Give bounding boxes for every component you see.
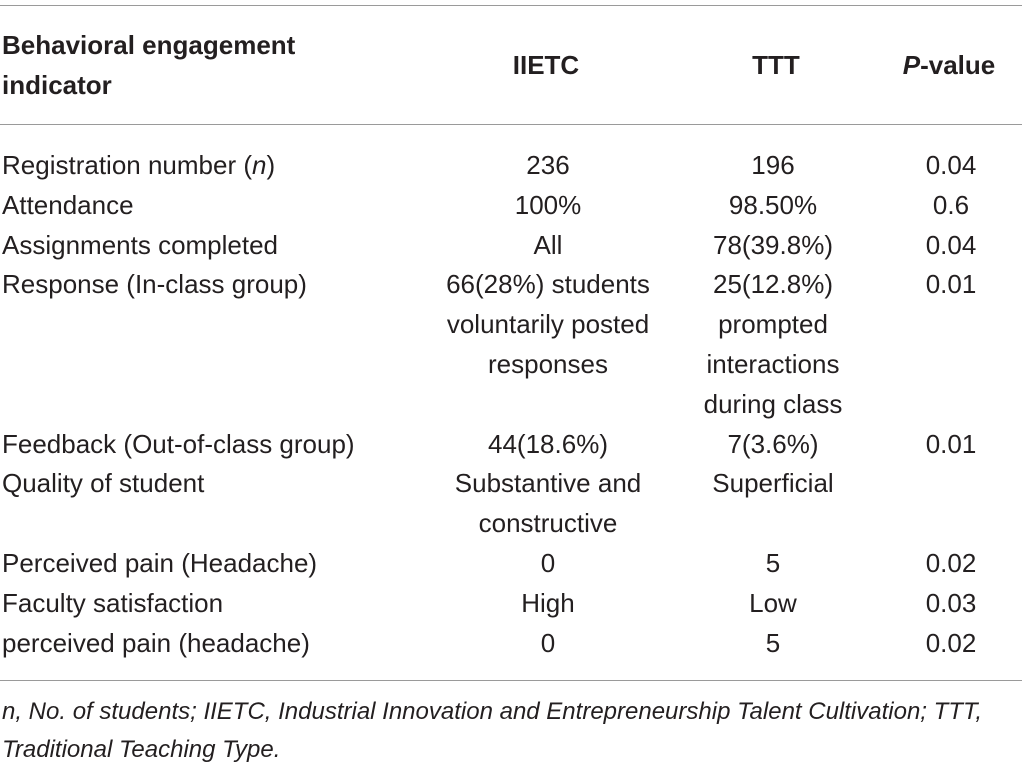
cell-p-value: 0.04	[925, 229, 977, 260]
cell-iietc: 0	[540, 627, 556, 658]
cell-p-value: 0.02	[925, 627, 977, 658]
header-indicator: Behavioral engagement indicator	[2, 30, 296, 100]
row-label-italic: n	[252, 150, 267, 180]
cell-iietc: 100%	[514, 189, 582, 220]
cell-ttt: 78(39.8%)	[713, 229, 833, 260]
row-label: Faculty satisfaction	[2, 587, 224, 618]
row-label	[0, 146, 428, 186]
row-label-text: Registration number (	[2, 150, 252, 180]
table-row	[0, 464, 1022, 544]
row-label: Feedback (Out-of-class group)	[2, 428, 355, 459]
cell-ttt: Low	[749, 587, 797, 618]
cell-iietc: 0	[540, 547, 556, 578]
cell-ttt: 7(3.6%)	[727, 428, 819, 459]
table-row	[0, 544, 1022, 584]
cell-iietc: High	[521, 587, 575, 618]
cell-iietc: 66(28%) students voluntarily posted responses	[446, 269, 650, 379]
table-row	[0, 226, 1022, 266]
cell-ttt: 5	[765, 627, 781, 658]
cell-iietc: Substantive and constructive	[454, 468, 642, 539]
cell-p-value: 0.03	[925, 587, 977, 618]
engagement-table	[0, 146, 1022, 663]
table-row	[0, 624, 1022, 664]
table-row	[0, 265, 1022, 424]
header-p-suffix: -value	[920, 50, 996, 80]
header-iietc: IIETC	[512, 50, 580, 80]
header-rule	[0, 124, 1022, 125]
header-ttt: TTT	[752, 50, 800, 80]
table-top-rule	[0, 5, 1022, 6]
row-label-text-end: )	[266, 150, 276, 180]
table-row	[0, 146, 1022, 186]
row-label: Response (In-class group)	[2, 269, 307, 300]
cell-ttt: 196	[751, 150, 795, 180]
row-label: Perceived pain (Headache)	[2, 547, 318, 578]
table-footnote: n, No. of students; IIETC, Industrial Innovation and Entrepreneurship Talent Cultivation; TTT, Traditional Teaching Type.	[2, 698, 983, 763]
cell-ttt: 25(12.8%) prompted interactions during class	[703, 269, 843, 419]
table-bottom-rule	[0, 680, 1022, 681]
row-label: Attendance	[2, 189, 134, 220]
row-label: Quality of student	[2, 468, 205, 499]
cell-ttt: 5	[765, 547, 781, 578]
cell-ttt: Superficial	[712, 468, 834, 499]
cell-p-value	[878, 464, 1022, 544]
header-p-italic: P	[902, 50, 921, 80]
cell-ttt: 98.50%	[728, 189, 818, 220]
cell-p-value: 0.02	[925, 547, 977, 578]
cell-iietc: 44(18.6%)	[488, 428, 608, 459]
cell-p-value: 0.6	[932, 189, 970, 220]
row-label: perceived pain (headache)	[2, 627, 310, 658]
header-p-value	[876, 45, 1022, 85]
cell-p-value: 0.01	[925, 428, 977, 459]
cell-p-value: 0.04	[925, 150, 977, 180]
cell-p-value: 0.01	[925, 269, 977, 300]
table-row	[0, 425, 1022, 465]
table-row	[0, 186, 1022, 226]
table-row	[0, 584, 1022, 624]
cell-iietc: 236	[526, 150, 570, 180]
cell-iietc: All	[533, 229, 563, 260]
row-label: Assignments completed	[2, 229, 279, 260]
